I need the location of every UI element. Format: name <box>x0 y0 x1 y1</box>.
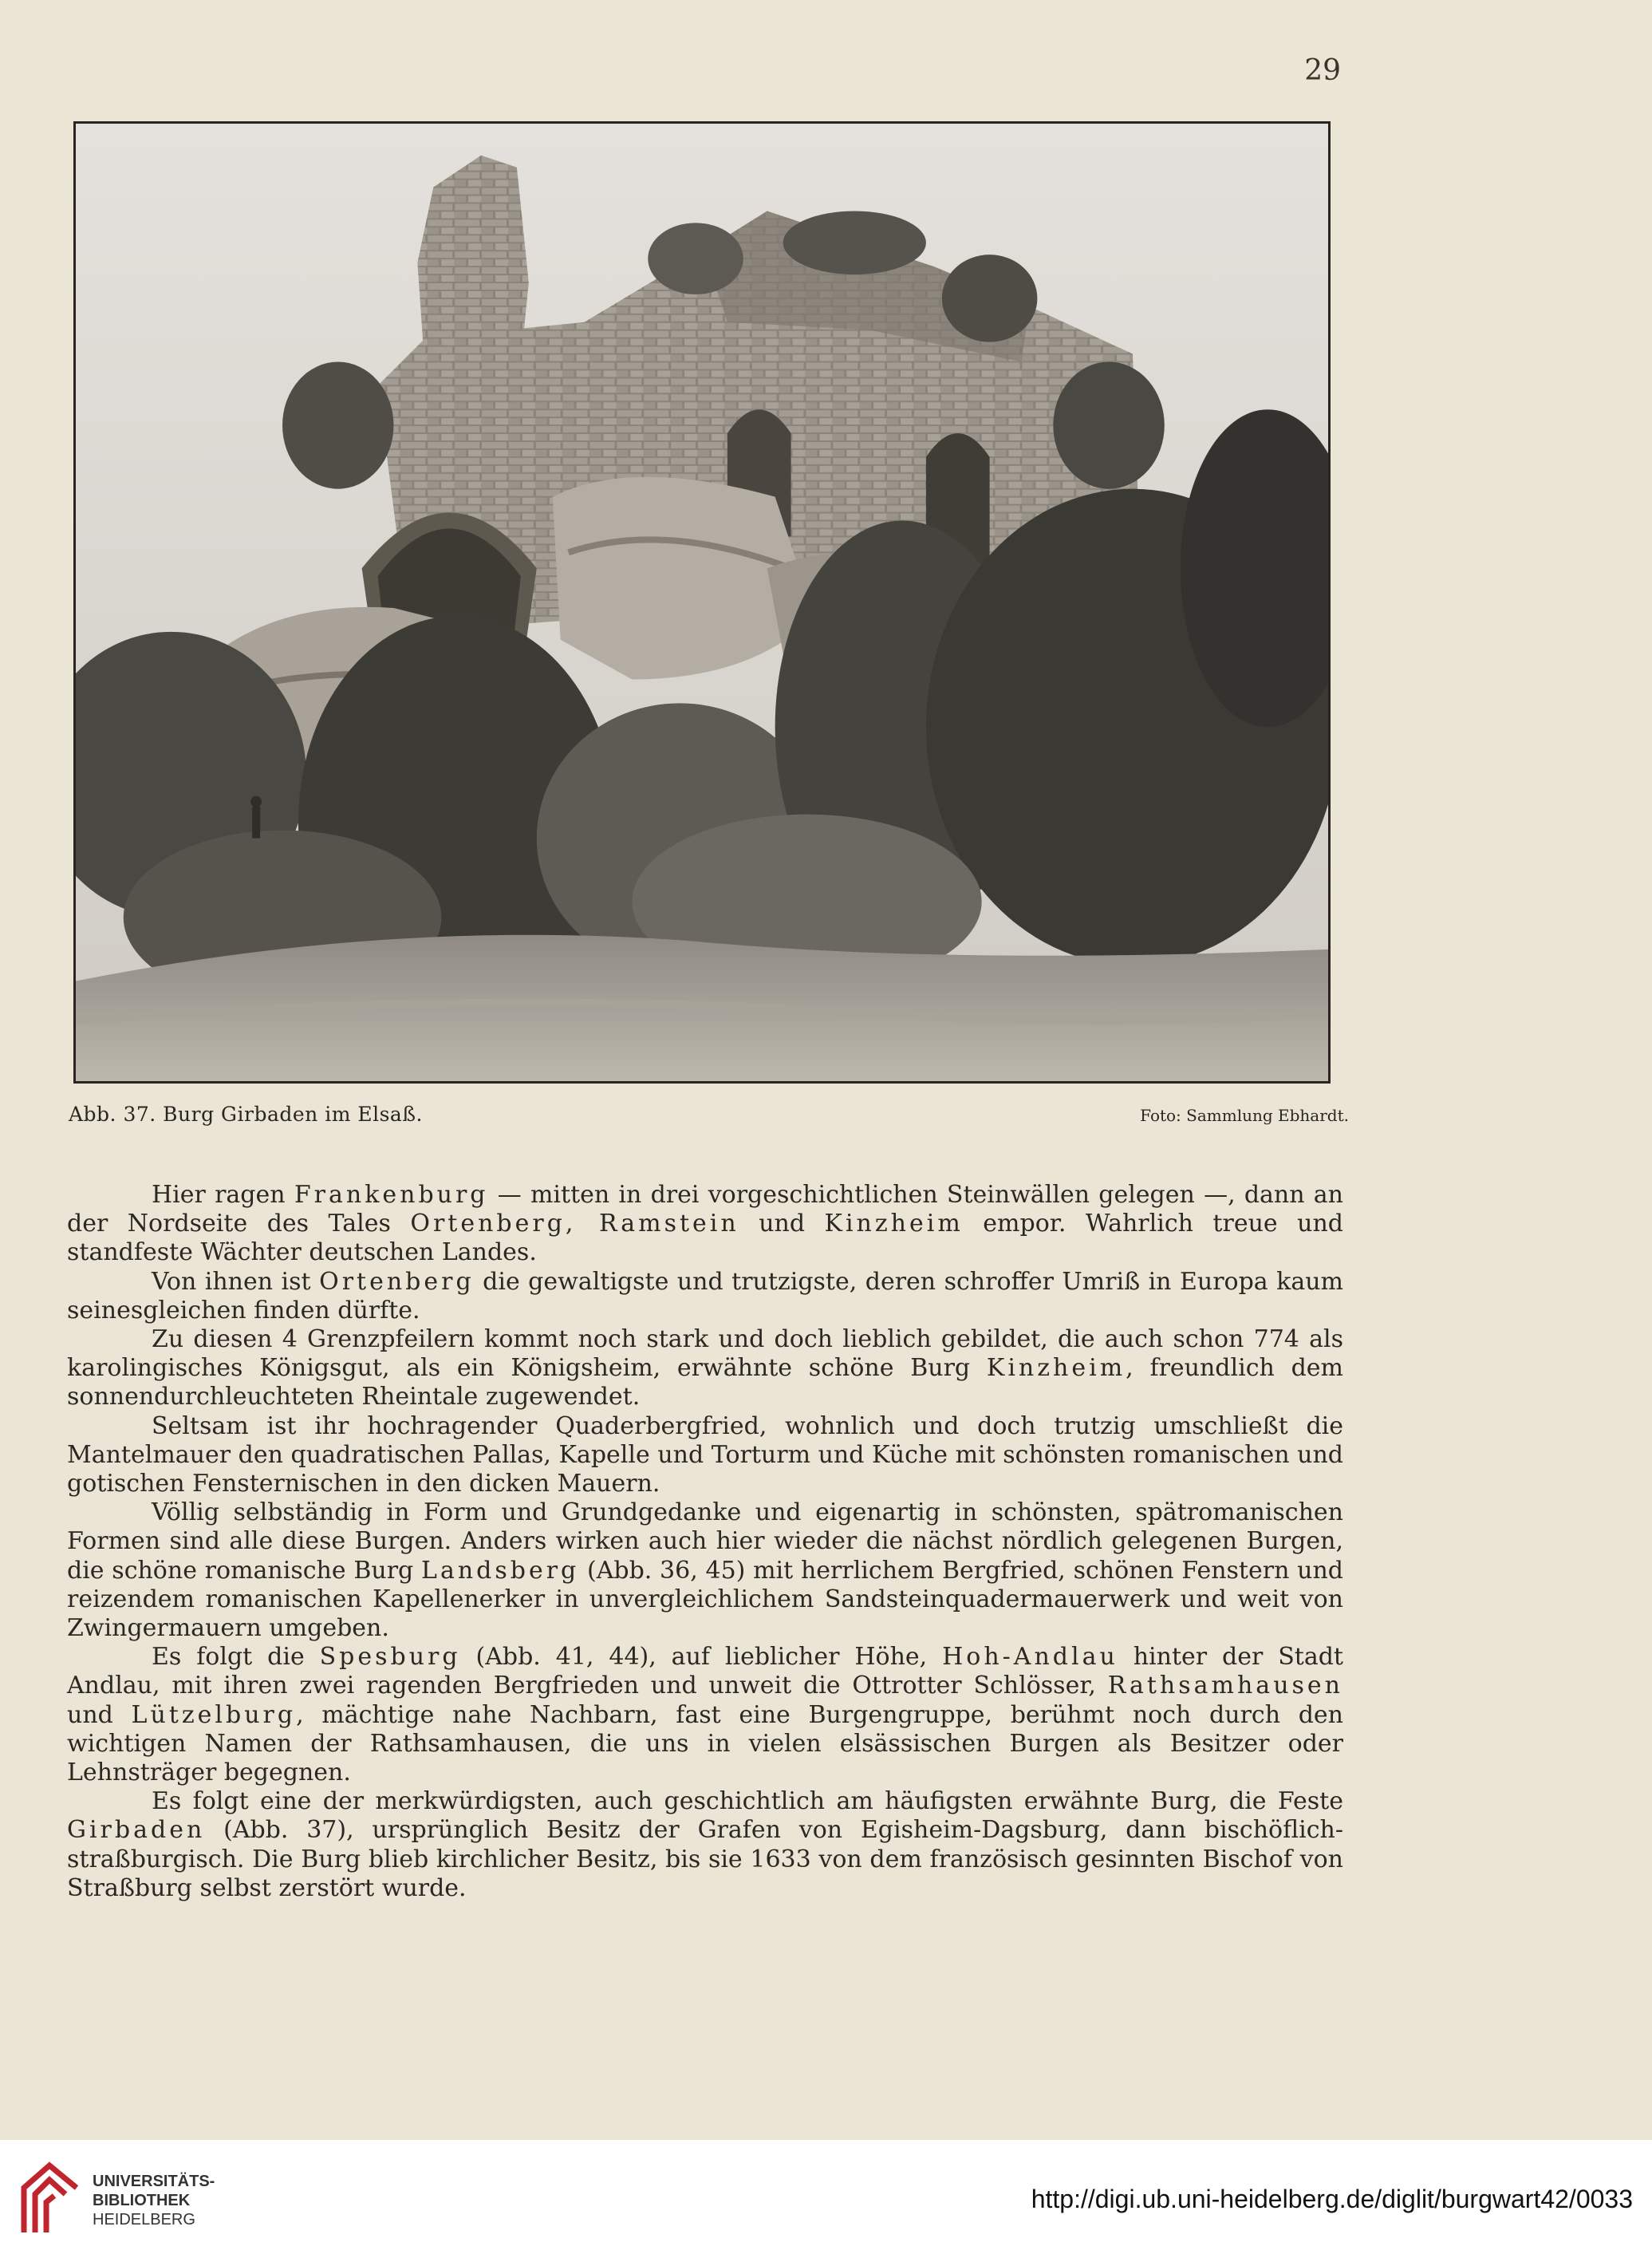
paragraph: Völlig selbständig in Form und Grundgedanke und eigenartig in schönsten, spätromanischen Formen sind alle diese Burgen. Anders wirken auch hier wieder die nächst nördlich gelegenen Burgen, die schöne romanische Burg Landsberg (Abb. 36, 45) mit herrlichem Bergfried, schönen Fenstern und reizendem romanischen Kapellenerker in unvergleichlichem Sandsteinquadermauerwerk und weit von Zwingermauern umgeben. <box>67 1498 1343 1643</box>
castle-ruin-image <box>76 124 1328 1081</box>
paragraph: Seltsam ist ihr hochragender Quaderbergfried, wohnlich und doch trutzig umschließt die Mantelmauer den quadratischen Pallas, Kapelle und Torturm und Küche mit schönsten romanischen und gotischen Fensternischen in den dicken Mauern. <box>67 1411 1343 1498</box>
library-name: UNIVERSITÄTS- BIBLIOTHEK HEIDELBERG <box>93 2173 215 2228</box>
article-body <box>67 1181 1343 1903</box>
paragraph: Es folgt die Spesburg (Abb. 41, 44), auf lieblicher Höhe, Hoh-Andlau hinter der Stadt Andlau, mit ihren zwei ragenden Bergfrieden und unweit die Ottrotter Schlösser, Rathsamhausen und Lützelburg, mächtige nahe Nachbarn, fast eine Burgengruppe, berühmt noch durch den wichtigen Namen der Rathsamhausen, die uns in vielen elsässischen Burgen als Besitzer oder Lehnsträger begegnen. <box>67 1643 1343 1787</box>
permalink-url[interactable]: http://digi.ub.uni-heidelberg.de/diglit/burgwart42/0033 <box>1031 2185 1633 2213</box>
page-number: 29 <box>1304 54 1341 87</box>
paragraph: Hier ragen Frankenburg — mitten in drei vorgeschichtlichen Steinwällen gelegen —, dann an der Nordseite des Tales Ortenberg, Ramstein und Kinzheim empor. Wahrlich treue und standfeste Wächter deutschen Landes. <box>67 1181 1344 1267</box>
library-footer <box>0 2140 1652 2258</box>
paragraph: Es folgt eine der merkwürdigsten, auch geschichtlich am häufigsten erwähnte Burg, die Feste Girbaden (Abb. 37), ursprünglich Besitz der Grafen von Egisheim-Dagsburg, dann bischöflich-straßburgisch. Die Burg blieb kirchlicher Besitz, bis sie 1633 von dem französisch gesinnten Bischof von Straßburg selbst zerstört wurde. <box>67 1787 1343 1902</box>
paragraph: Von ihnen ist Ortenberg die gewaltigste und trutzigste, deren schroffer Umriß in Europa kaum seinesgleichen finden dürfte. <box>67 1267 1343 1324</box>
photo-credit: Foto: Sammlung Ebhardt. <box>1140 1106 1349 1125</box>
figure-caption: Abb. 37. Burg Girbaden im Elsaß. <box>69 1103 423 1126</box>
castle-photograph <box>73 121 1331 1084</box>
paragraph: Zu diesen 4 Grenzpfeilern kommt noch stark und doch lieblich gebildet, die auch schon 774 als karolingisches Königsgut, als ein Königsheim, erwähnte schöne Burg Kinzheim, freundlich dem sonnendurchleuchteten Rheintale zugewendet. <box>67 1325 1343 1411</box>
university-library-logo-icon <box>18 2156 83 2239</box>
